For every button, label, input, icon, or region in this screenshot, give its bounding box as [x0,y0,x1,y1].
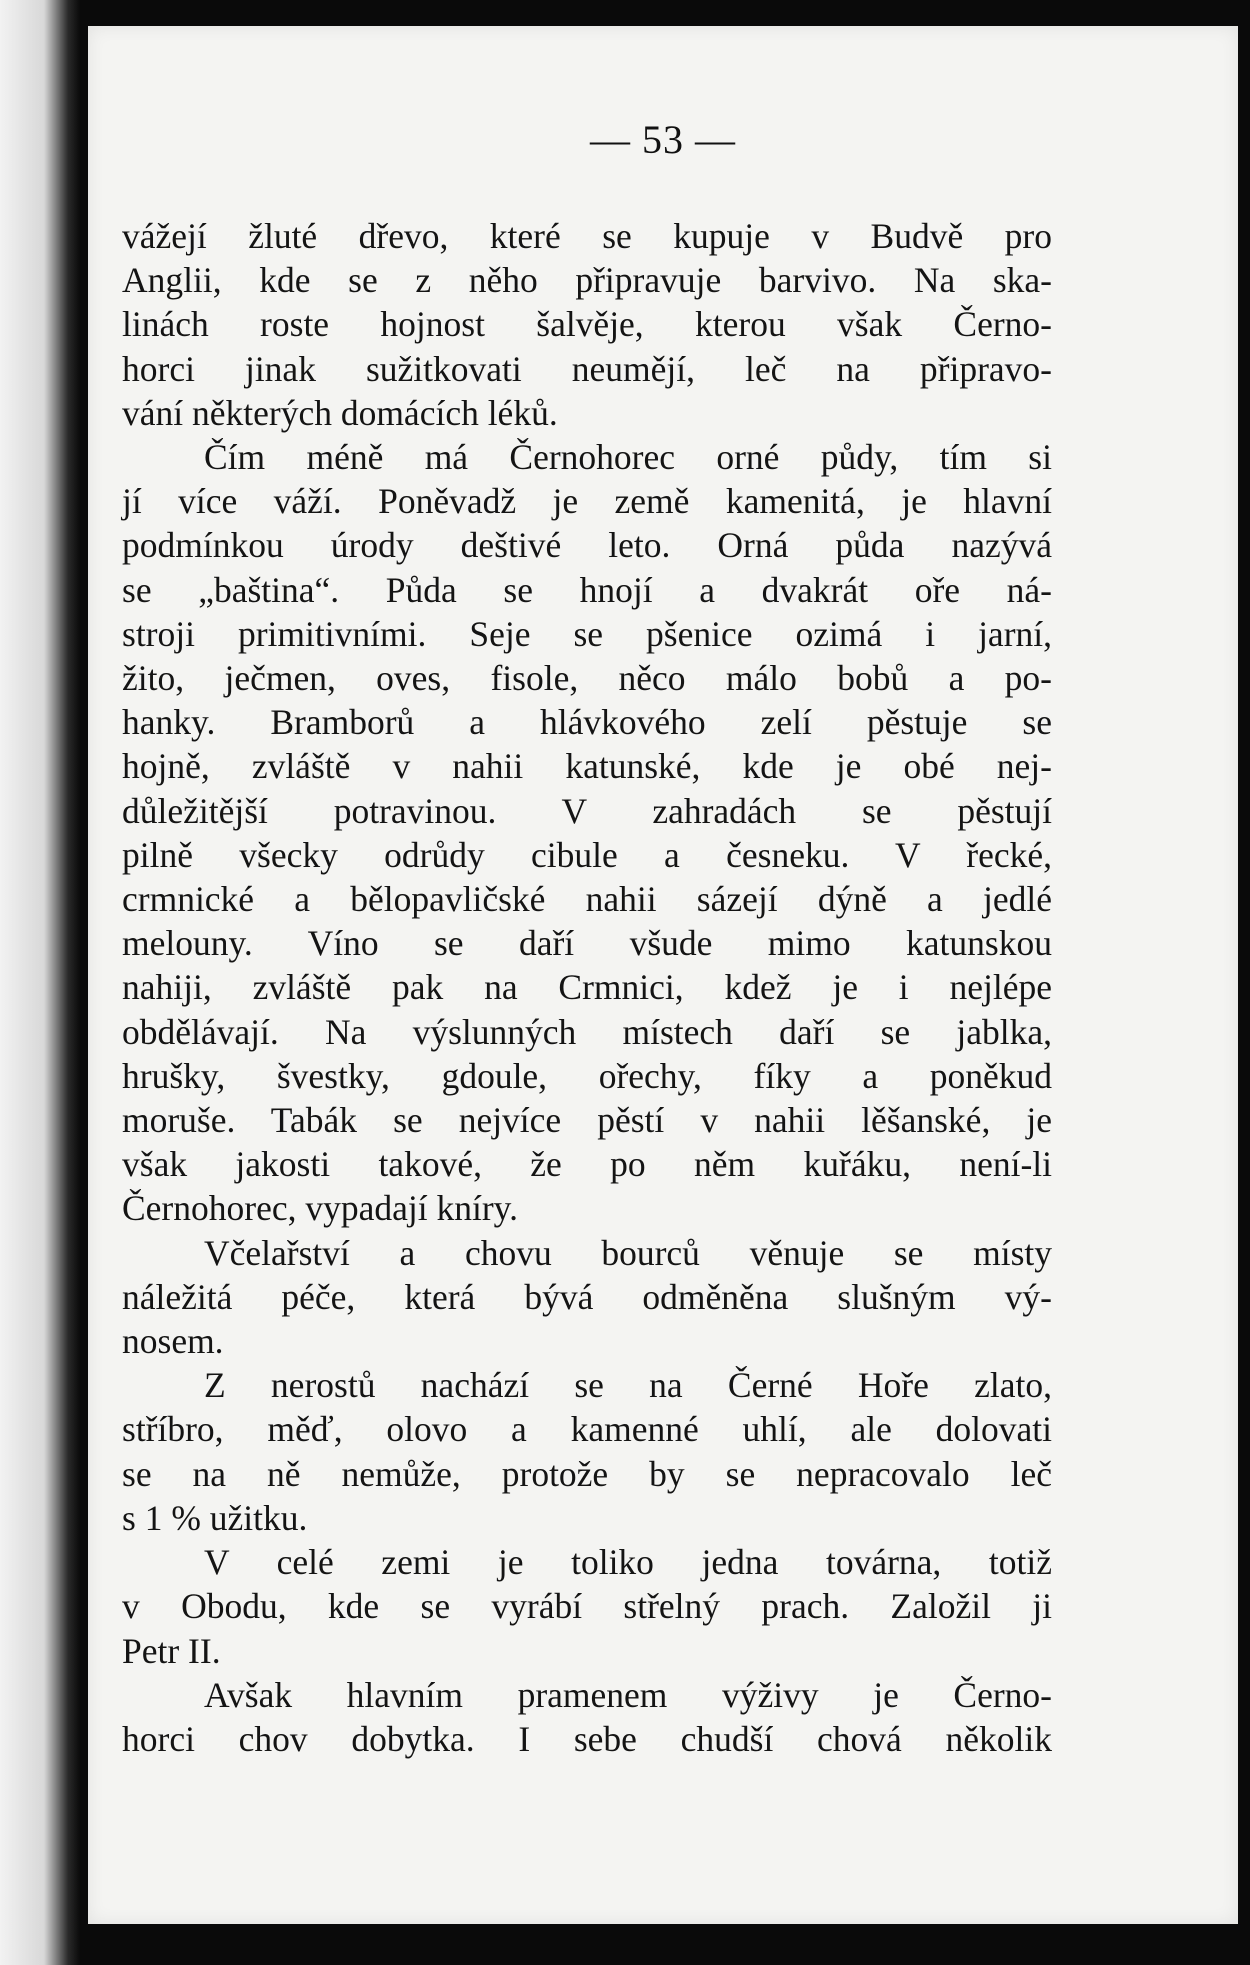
text-line: Včelařství a chovu bourců věnuje se místy [204,1232,1052,1273]
text-line: obdělávají. Na výslunných místech daří se jablka, [122,1011,1052,1052]
paragraph-5 [122,1540,1052,1673]
left-book-edge [0,0,80,1965]
text-line: vážejí žluté dřevo, které se kupuje v Budvě pro [122,216,1052,256]
text-line: melouny. Víno se daří všude mimo katunskou [122,923,1052,964]
text-line: podmínkou úrody deštivé leto. Orná půda nazývá [122,525,1052,566]
paragraph-4 [122,1363,1052,1540]
text-line: Anglii, kde se z něho připravuje barvivo. Na ska- [122,260,1052,301]
text-line: Čím méně má Černohorec orné půdy, tím si [204,437,1052,478]
text-line: Petr II. [122,1630,221,1671]
text-line: se na ně nemůže, protože by se nepracovalo leč [122,1453,1052,1494]
text-line: moruše. Tabák se nejvíce pěstí v nahii lěšanské, je [122,1100,1052,1141]
text-line: pilně všecky odrůdy cibule a česneku. V řecké, [122,834,1052,875]
text-line: Avšak hlavním pramenem výživy je Černo- [204,1674,1052,1715]
text-line: náležitá péče, která bývá odměněna slušným vý- [122,1276,1052,1317]
book-page [88,26,1238,1924]
text-line: Černohorec, vypadají kníry. [122,1188,518,1229]
text-line: s 1 % užitku. [122,1497,308,1538]
text-line: Z nerostů nachází se na Černé Hoře zlato, [204,1365,1052,1406]
paragraph-6 [122,1673,1052,1761]
text-line: žito, ječmen, oves, fisole, něco málo bobů a po- [122,658,1052,699]
paragraph-1 [122,214,1052,435]
text-line: důležitější potravinou. V zahradách se pěstují [122,790,1052,831]
body-text [122,214,1052,1761]
text-line: hanky. Bramborů a hlávkového zelí pěstuje se [122,702,1052,743]
text-line: však jakosti takové, že po něm kuřáku, není-li [122,1144,1052,1185]
page-number: — 53 — [590,117,736,162]
text-line: hojně, zvláště v nahii katunské, kde je obé nej- [122,746,1052,787]
text-line: hrušky, švestky, gdoule, ořechy, fíky a poněkud [122,1055,1052,1096]
text-line: nahiji, zvláště pak na Crmnici, kdež je i nejlépe [122,967,1052,1008]
paragraph-2 [122,435,1052,1231]
text-line: linách roste hojnost šalvěje, kterou však Černo- [122,304,1052,345]
text-line: V celé zemi je toliko jedna továrna, totiž [204,1542,1052,1583]
paragraph-3 [122,1231,1052,1364]
text-line: stroji primitivními. Seje se pšenice ozimá i jarní, [122,613,1052,654]
text-line: horci jinak sužitkovati neumějí, leč na připravo- [122,348,1052,389]
text-line: stříbro, měď, olovo a kamenné uhlí, ale dolovati [122,1409,1052,1450]
text-line: crmnické a bělopavličské nahii sázejí dýně a jedlé [122,879,1052,920]
text-line: se „baština“. Půda se hnojí a dvakrát oře ná- [122,569,1052,610]
text-line: nosem. [122,1321,224,1362]
text-line: vání některých domácích léků. [122,392,558,433]
text-line: horci chov dobytka. I sebe chudší chová několik [122,1718,1052,1759]
text-line: v Obodu, kde se vyrábí střelný prach. Založil ji [122,1586,1052,1627]
text-line: jí více váží. Poněvadž je země kamenitá, je hlavní [122,481,1052,522]
